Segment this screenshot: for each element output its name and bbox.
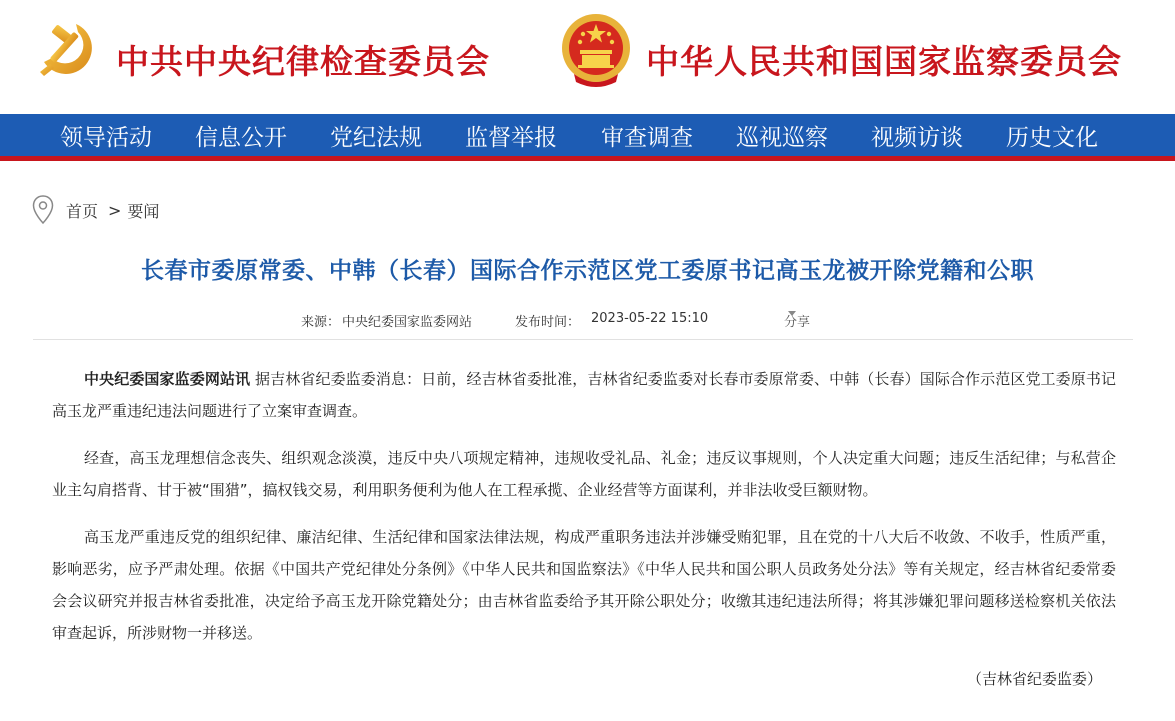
national-supervision-title[interactable]: 中华人民共和国国家监察委员会 bbox=[646, 42, 1122, 81]
breadcrumb-home[interactable]: 首页 bbox=[66, 201, 99, 221]
location-pin-icon bbox=[32, 195, 54, 225]
publish-time-label: 发布时间： bbox=[515, 315, 581, 330]
nav-item-regulations[interactable]: 党纪法规 bbox=[330, 125, 422, 151]
breadcrumb-separator: > bbox=[108, 200, 122, 220]
cpc-commission-title[interactable]: 中共中央纪律检查委员会 bbox=[116, 42, 490, 81]
article-paragraph-1-text: 据吉林省纪委监委消息：日前，经吉林省委批准，吉林省纪委监委对长春市委原常委、中韩（长春）国际合作示范区党工委原书记高玉龙严重违纪违法问题进行了立案审查调查。 bbox=[52, 370, 1116, 420]
article-paragraph-2: 经查，高玉龙理想信念丧失、组织观念淡漠，违反中央八项规定精神，违规收受礼品、礼金；违反议事规则，个人决定重大问题；违反生活纪律；与私营企业主勾肩搭背、甘于被“围猎”，搞权钱交易，利用职务便利为他人在工程承揽、企业经营等方面谋利，并非法收受巨额财物。 bbox=[52, 449, 1116, 499]
article-title: 长春市委原常委、中韩（长春）国际合作示范区党工委原书记高玉龙被开除党籍和公职 bbox=[141, 258, 1034, 284]
article-lead: 中央纪委国家监委网站讯 bbox=[84, 370, 251, 388]
divider bbox=[33, 339, 1133, 340]
article-source-tail: （吉林省纪委监委） bbox=[966, 670, 1102, 688]
nav-item-investigation[interactable]: 审查调查 bbox=[601, 125, 693, 151]
publish-time-value: 2023-05-22 15:10 bbox=[591, 311, 709, 326]
article-body bbox=[52, 363, 1116, 664]
share-label: 分享 bbox=[784, 315, 811, 330]
breadcrumb-current[interactable]: 要闻 bbox=[127, 201, 160, 221]
main-nav bbox=[0, 114, 1175, 161]
breadcrumb bbox=[32, 195, 159, 225]
chevron-down-icon bbox=[788, 311, 796, 316]
source-value: 中央纪委国家监委网站 bbox=[342, 315, 473, 330]
nav-item-information[interactable]: 信息公开 bbox=[195, 125, 287, 151]
article-meta bbox=[0, 311, 1175, 331]
article-paragraph-1 bbox=[52, 363, 1116, 427]
source-label: 来源： bbox=[301, 315, 341, 330]
site-header bbox=[0, 0, 1175, 114]
nav-item-history[interactable]: 历史文化 bbox=[1006, 125, 1098, 151]
nav-item-video[interactable]: 视频访谈 bbox=[871, 125, 963, 151]
article-paragraph-3: 高玉龙严重违反党的组织纪律、廉洁纪律、生活纪律和国家法律法规，构成严重职务违法并涉嫌受贿犯罪，且在党的十八大后不收敛、不收手，性质严重，影响恶劣，应予严肃处理。依据《中国共产党纪律处分条例》《中华人民共和国监察法》《中华人民共和国公职人员政务处分法》等有关规定，经吉林省纪委常委会会议研究并报吉林省委批准，决定给予高玉龙开除党籍处分；由吉林省监委给予其开除公职处分；收缴其违纪违法所得；将其涉嫌犯罪问题移送检察机关依法审查起诉，所涉财物一并移送。 bbox=[52, 528, 1116, 642]
nav-item-reporting[interactable]: 监督举报 bbox=[465, 125, 557, 151]
party-emblem-icon bbox=[36, 18, 100, 82]
nav-item-leadership[interactable]: 领导活动 bbox=[60, 125, 152, 151]
state-emblem-icon bbox=[560, 12, 632, 88]
nav-item-inspection[interactable]: 巡视巡察 bbox=[736, 125, 828, 151]
